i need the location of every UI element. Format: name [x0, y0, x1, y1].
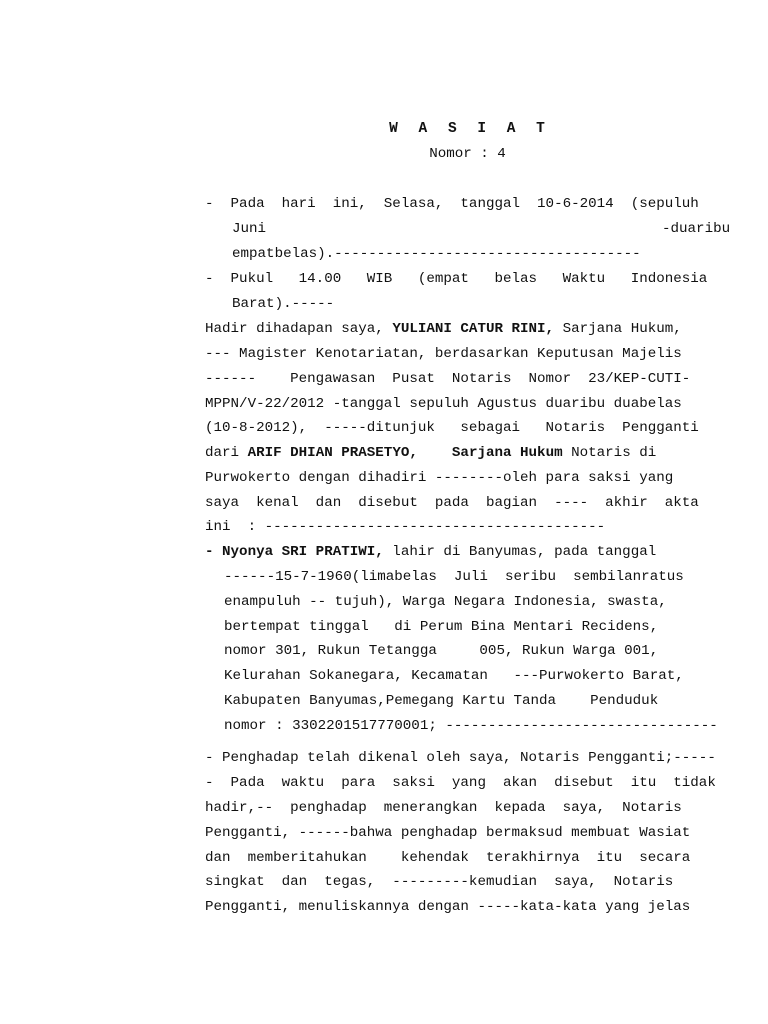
line-birthdate: ------15-7-1960(limabelas Juli seribu sembilanratus — [224, 569, 684, 585]
line-hadir: hadir,-- penghadap menerangkan kepada saya, Notaris — [205, 800, 682, 816]
line-wasiat: Pengganti, ------bahwa penghadap bermaksud membuat Wasiat — [205, 825, 691, 841]
appearer-name: - Nyonya SRI PRATIWI, — [205, 544, 384, 560]
line-singkat: singkat dan tegas, ---------kemudian saya, Notaris — [205, 874, 674, 890]
line-dari: dari ARIF DHIAN PRASETYO, Sarjana Hukum Notaris di — [205, 445, 657, 461]
line-ini: ini : ---------------------------------------- — [205, 519, 606, 535]
line-date: - Pada hari ini, Selasa, tanggal 10-6-2014 (sepuluh — [205, 196, 699, 212]
line-purwokerto: Purwokerto dengan dihadiri --------oleh para saksi yang — [205, 470, 674, 486]
notary-name: YULIANI CATUR RINI, — [392, 321, 555, 337]
line-month: Juni — [232, 221, 267, 237]
line-time-zone: Barat).----- — [232, 296, 335, 312]
line-magister: --- Magister Kenotariatan, berdasarkan Keputusan Majelis — [205, 346, 682, 362]
line-saksi: saya kenal dan disebut pada bagian ---- akhir akta — [205, 495, 699, 511]
line-mppn: MPPN/V-22/2012 -tanggal sepuluh Agustus duaribu duabelas — [205, 396, 682, 412]
line-appearance: Hadir dihadapan saya, YULIANI CATUR RINI, Sarjana Hukum, — [205, 321, 682, 337]
line-year-start: -duaribu — [662, 221, 731, 237]
line-time: - Pukul 14.00 WIB (empat belas Waktu Indonesia — [205, 271, 708, 287]
line-residence: bertempat tinggal di Perum Bina Mentari Recidens, — [224, 619, 659, 635]
line-penghadap: - Penghadap telah dikenal oleh saya, Notaris Pengganti;----- — [205, 750, 716, 766]
line-address-number: nomor 301, Rukun Tetangga 005, Rukun Warga 001, — [224, 643, 659, 659]
line-year-end: empatbelas).------------------------------------ — [232, 246, 641, 262]
replaced-notary-name: ARIF DHIAN PRASETYO, Sarjana Hukum — [247, 445, 563, 461]
line-kehendak: dan memberitahukan kehendak terakhirnya itu secara — [205, 850, 691, 866]
line-ditunjuk: (10-8-2012), -----ditunjuk sebagai Notaris Pengganti — [205, 420, 699, 436]
line-pengawasan: ------ Pengawasan Pusat Notaris Nomor 23/KEP-CUTI- — [205, 371, 691, 387]
line-id-number: nomor : 3302201517770001; -------------------------------- — [224, 718, 718, 734]
line-pada-waktu: - Pada waktu para saksi yang akan disebut itu tidak — [205, 775, 716, 791]
line-citizenship: enampuluh -- tujuh), Warga Negara Indonesia, swasta, — [224, 594, 667, 610]
line-kelurahan: Kelurahan Sokanegara, Kecamatan ---Purwokerto Barat, — [224, 668, 684, 684]
document-number: Nomor : 4 — [429, 146, 506, 162]
line-menuliskan: Pengganti, menuliskannya dengan -----kata-kata yang jelas — [205, 899, 691, 915]
line-kabupaten: Kabupaten Banyumas,Pemegang Kartu Tanda Penduduk — [224, 693, 659, 709]
line-nyonya: - Nyonya SRI PRATIWI, lahir di Banyumas, pada tanggal — [205, 544, 657, 560]
document-title: W A S I A T — [389, 121, 551, 137]
